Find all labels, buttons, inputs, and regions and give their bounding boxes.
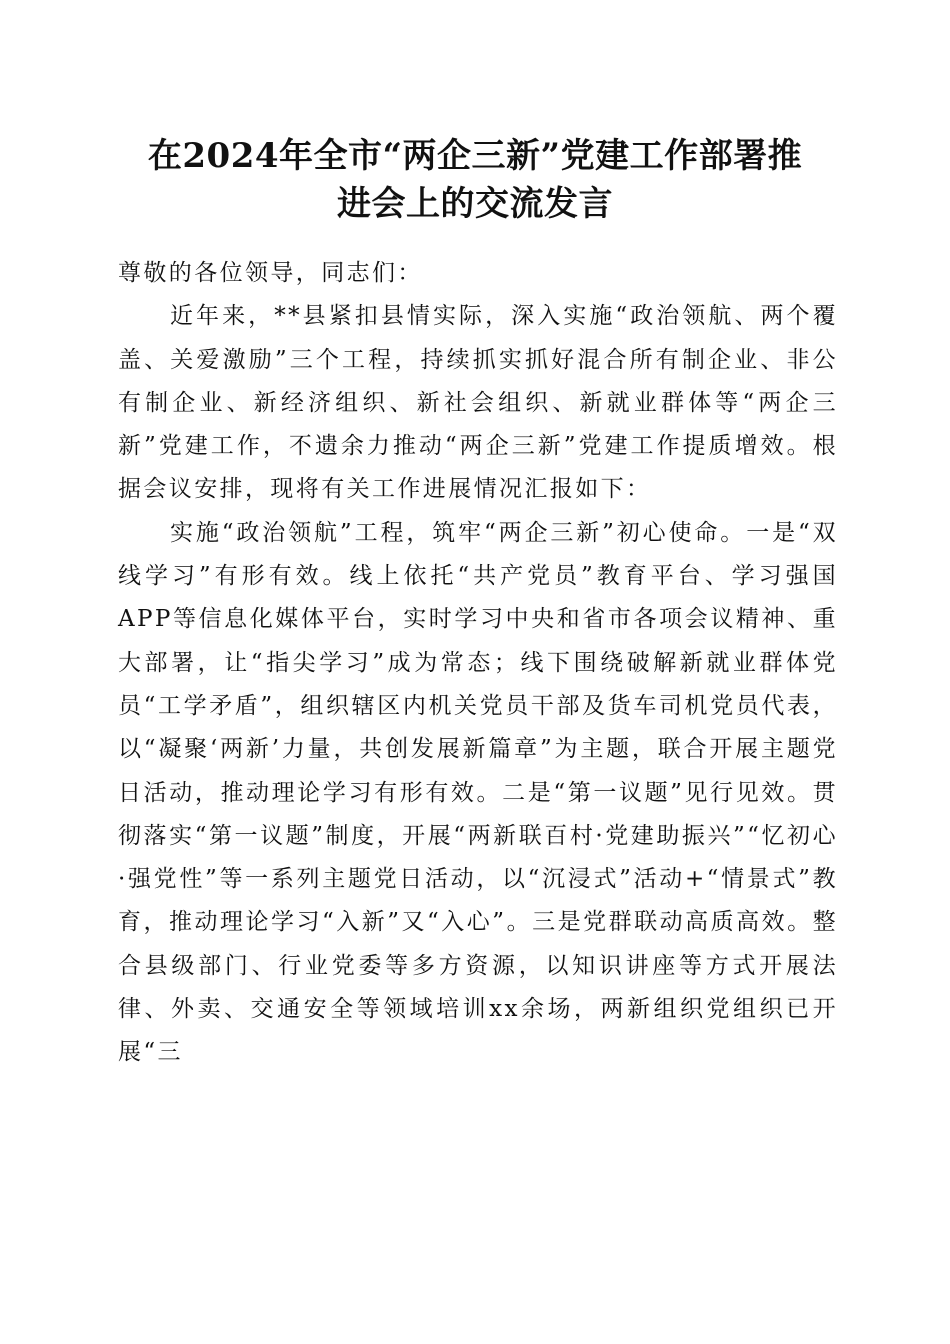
document-body [118, 252, 838, 1075]
paragraph-political-leadership: 实施“政治领航”工程，筑牢“两企三新”初心使命。一是“双线学习”有形有效。线上依托“共产党员”教育平台、学习强国APP等信息化媒体平台，实时学习中央和省市各项会议精神、重大部署，让“指尖学习”成为常态；线下围绕破解新就业群体党员“工学矛盾”，组织辖区内机关党员干部及货车司机党员代表，以“凝聚‘两新’力量，共创发展新篇章”为主题，联合开展主题党日活动，推动理论学习有形有效。二是“第一议题”见行见效。贯彻落实“第一议题”制度，开展“两新联百村·党建助振兴”“忆初心·强党性”等一系列主题党日活动，以“沉浸式”活动+“情景式”教育，推动理论学习“入新”又“入心”。三是党群联动高质高效。整合县级部门、行业党委等多方资源，以知识讲座等方式开展法律、外卖、交通安全等领域培训xx余场，两新组织党组织已开展“三 [118, 519, 838, 1066]
title-line-2: 进会上的交流发言 [337, 184, 613, 224]
document-title [110, 132, 840, 228]
salutation: 尊敬的各位领导，同志们： [118, 260, 423, 286]
title-line-1: 在2024年全市“两企三新”党建工作部署推 [147, 136, 803, 176]
paragraph-intro: 近年来，**县紧扣县情实际，深入实施“政治领航、两个覆盖、关爱激励”三个工程，持续抓实抓好混合所有制企业、非公有制企业、新经济组织、新社会组织、新就业群体等“两企三新”党建工作，不遗余力推动“两企三新”党建工作提质增效。根据会议安排，现将有关工作进展情况汇报如下： [118, 303, 838, 503]
